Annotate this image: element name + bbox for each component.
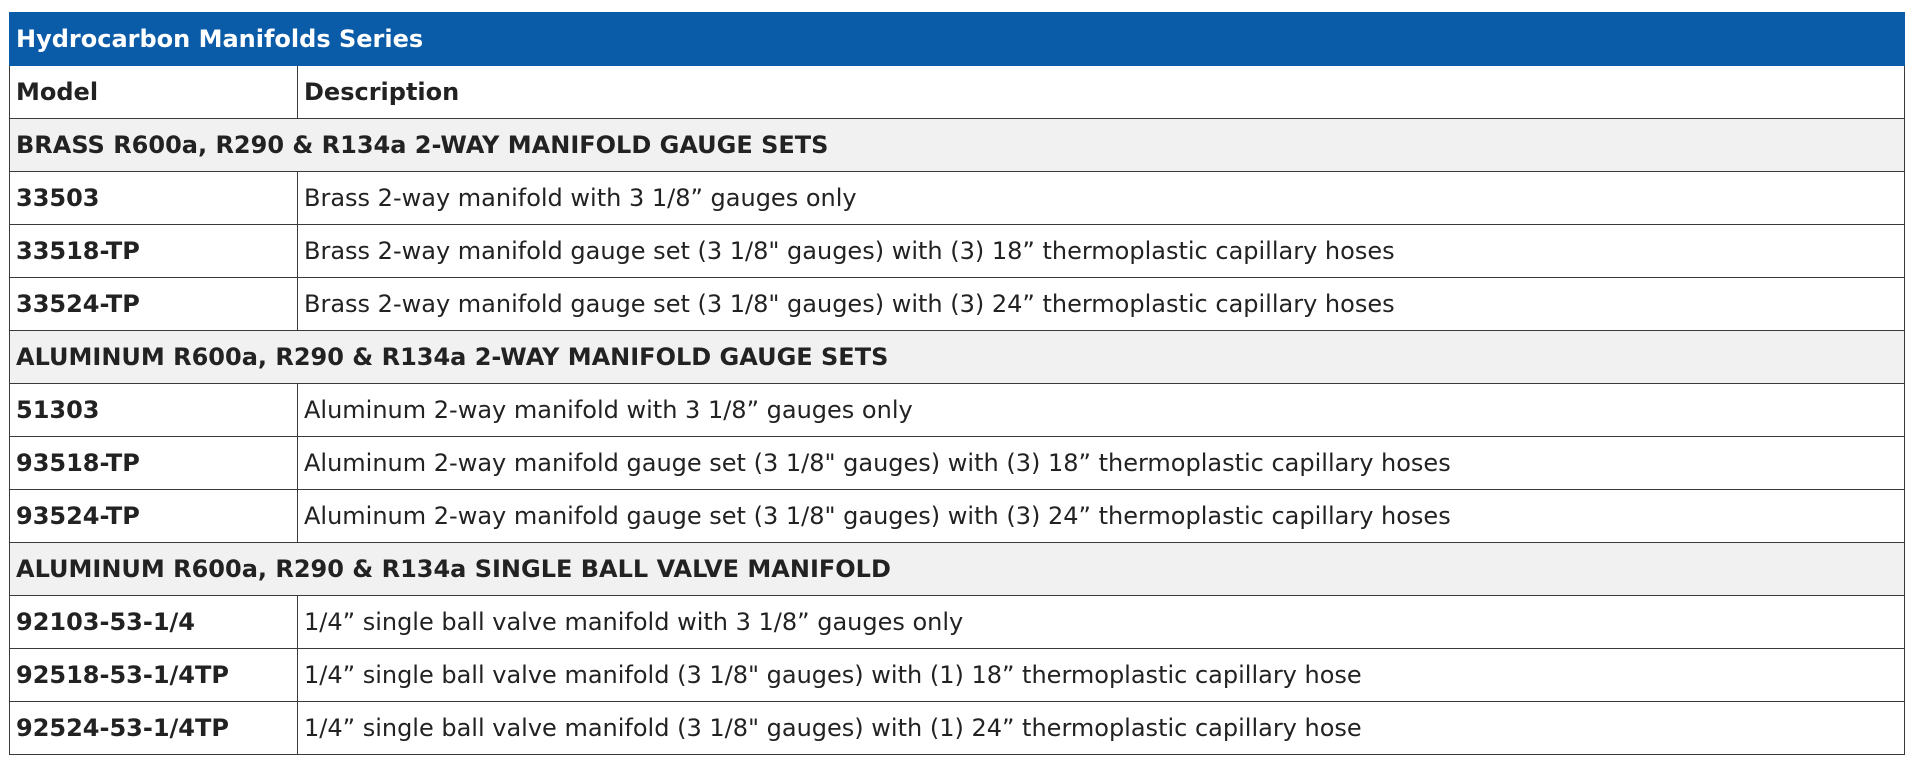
table-row	[10, 490, 1905, 543]
description-cell: 1/4” single ball valve manifold with 3 1/8” gauges only	[298, 596, 1905, 649]
table-title: Hydrocarbon Manifolds Series	[10, 13, 1905, 66]
description-cell: Brass 2-way manifold gauge set (3 1/8" gauges) with (3) 18” thermoplastic capillary hoses	[298, 225, 1905, 278]
model-cell: 33503	[10, 172, 298, 225]
table-row	[10, 278, 1905, 331]
section-heading-row	[10, 119, 1905, 172]
description-cell: Aluminum 2-way manifold with 3 1/8” gauges only	[298, 384, 1905, 437]
table-row	[10, 649, 1905, 702]
table-row	[10, 702, 1905, 755]
table-title-row	[10, 13, 1905, 66]
model-cell: 33524-TP	[10, 278, 298, 331]
table-row	[10, 437, 1905, 490]
table-row	[10, 596, 1905, 649]
model-cell: 92103-53-1/4	[10, 596, 298, 649]
description-cell: Brass 2-way manifold with 3 1/8” gauges only	[298, 172, 1905, 225]
section-heading-row	[10, 331, 1905, 384]
section-heading: ALUMINUM R600a, R290 & R134a 2-WAY MANIFOLD GAUGE SETS	[10, 331, 1905, 384]
manifold-series-table	[9, 12, 1905, 755]
table-row	[10, 384, 1905, 437]
model-cell: 92518-53-1/4TP	[10, 649, 298, 702]
section-heading: ALUMINUM R600a, R290 & R134a SINGLE BALL VALVE MANIFOLD	[10, 543, 1905, 596]
model-cell: 92524-53-1/4TP	[10, 702, 298, 755]
model-cell: 33518-TP	[10, 225, 298, 278]
column-header-row	[10, 66, 1905, 119]
model-cell: 51303	[10, 384, 298, 437]
section-heading: BRASS R600a, R290 & R134a 2-WAY MANIFOLD GAUGE SETS	[10, 119, 1905, 172]
table-row	[10, 172, 1905, 225]
column-header-model: Model	[10, 66, 298, 119]
table-row	[10, 225, 1905, 278]
model-cell: 93518-TP	[10, 437, 298, 490]
product-table-container	[9, 12, 1905, 755]
description-cell: 1/4” single ball valve manifold (3 1/8" gauges) with (1) 18” thermoplastic capillary hose	[298, 649, 1905, 702]
description-cell: Brass 2-way manifold gauge set (3 1/8" gauges) with (3) 24” thermoplastic capillary hoses	[298, 278, 1905, 331]
description-cell: Aluminum 2-way manifold gauge set (3 1/8" gauges) with (3) 18” thermoplastic capillary hoses	[298, 437, 1905, 490]
model-cell: 93524-TP	[10, 490, 298, 543]
description-cell: Aluminum 2-way manifold gauge set (3 1/8" gauges) with (3) 24” thermoplastic capillary hoses	[298, 490, 1905, 543]
section-heading-row	[10, 543, 1905, 596]
description-cell: 1/4” single ball valve manifold (3 1/8" gauges) with (1) 24” thermoplastic capillary hose	[298, 702, 1905, 755]
column-header-description: Description	[298, 66, 1905, 119]
